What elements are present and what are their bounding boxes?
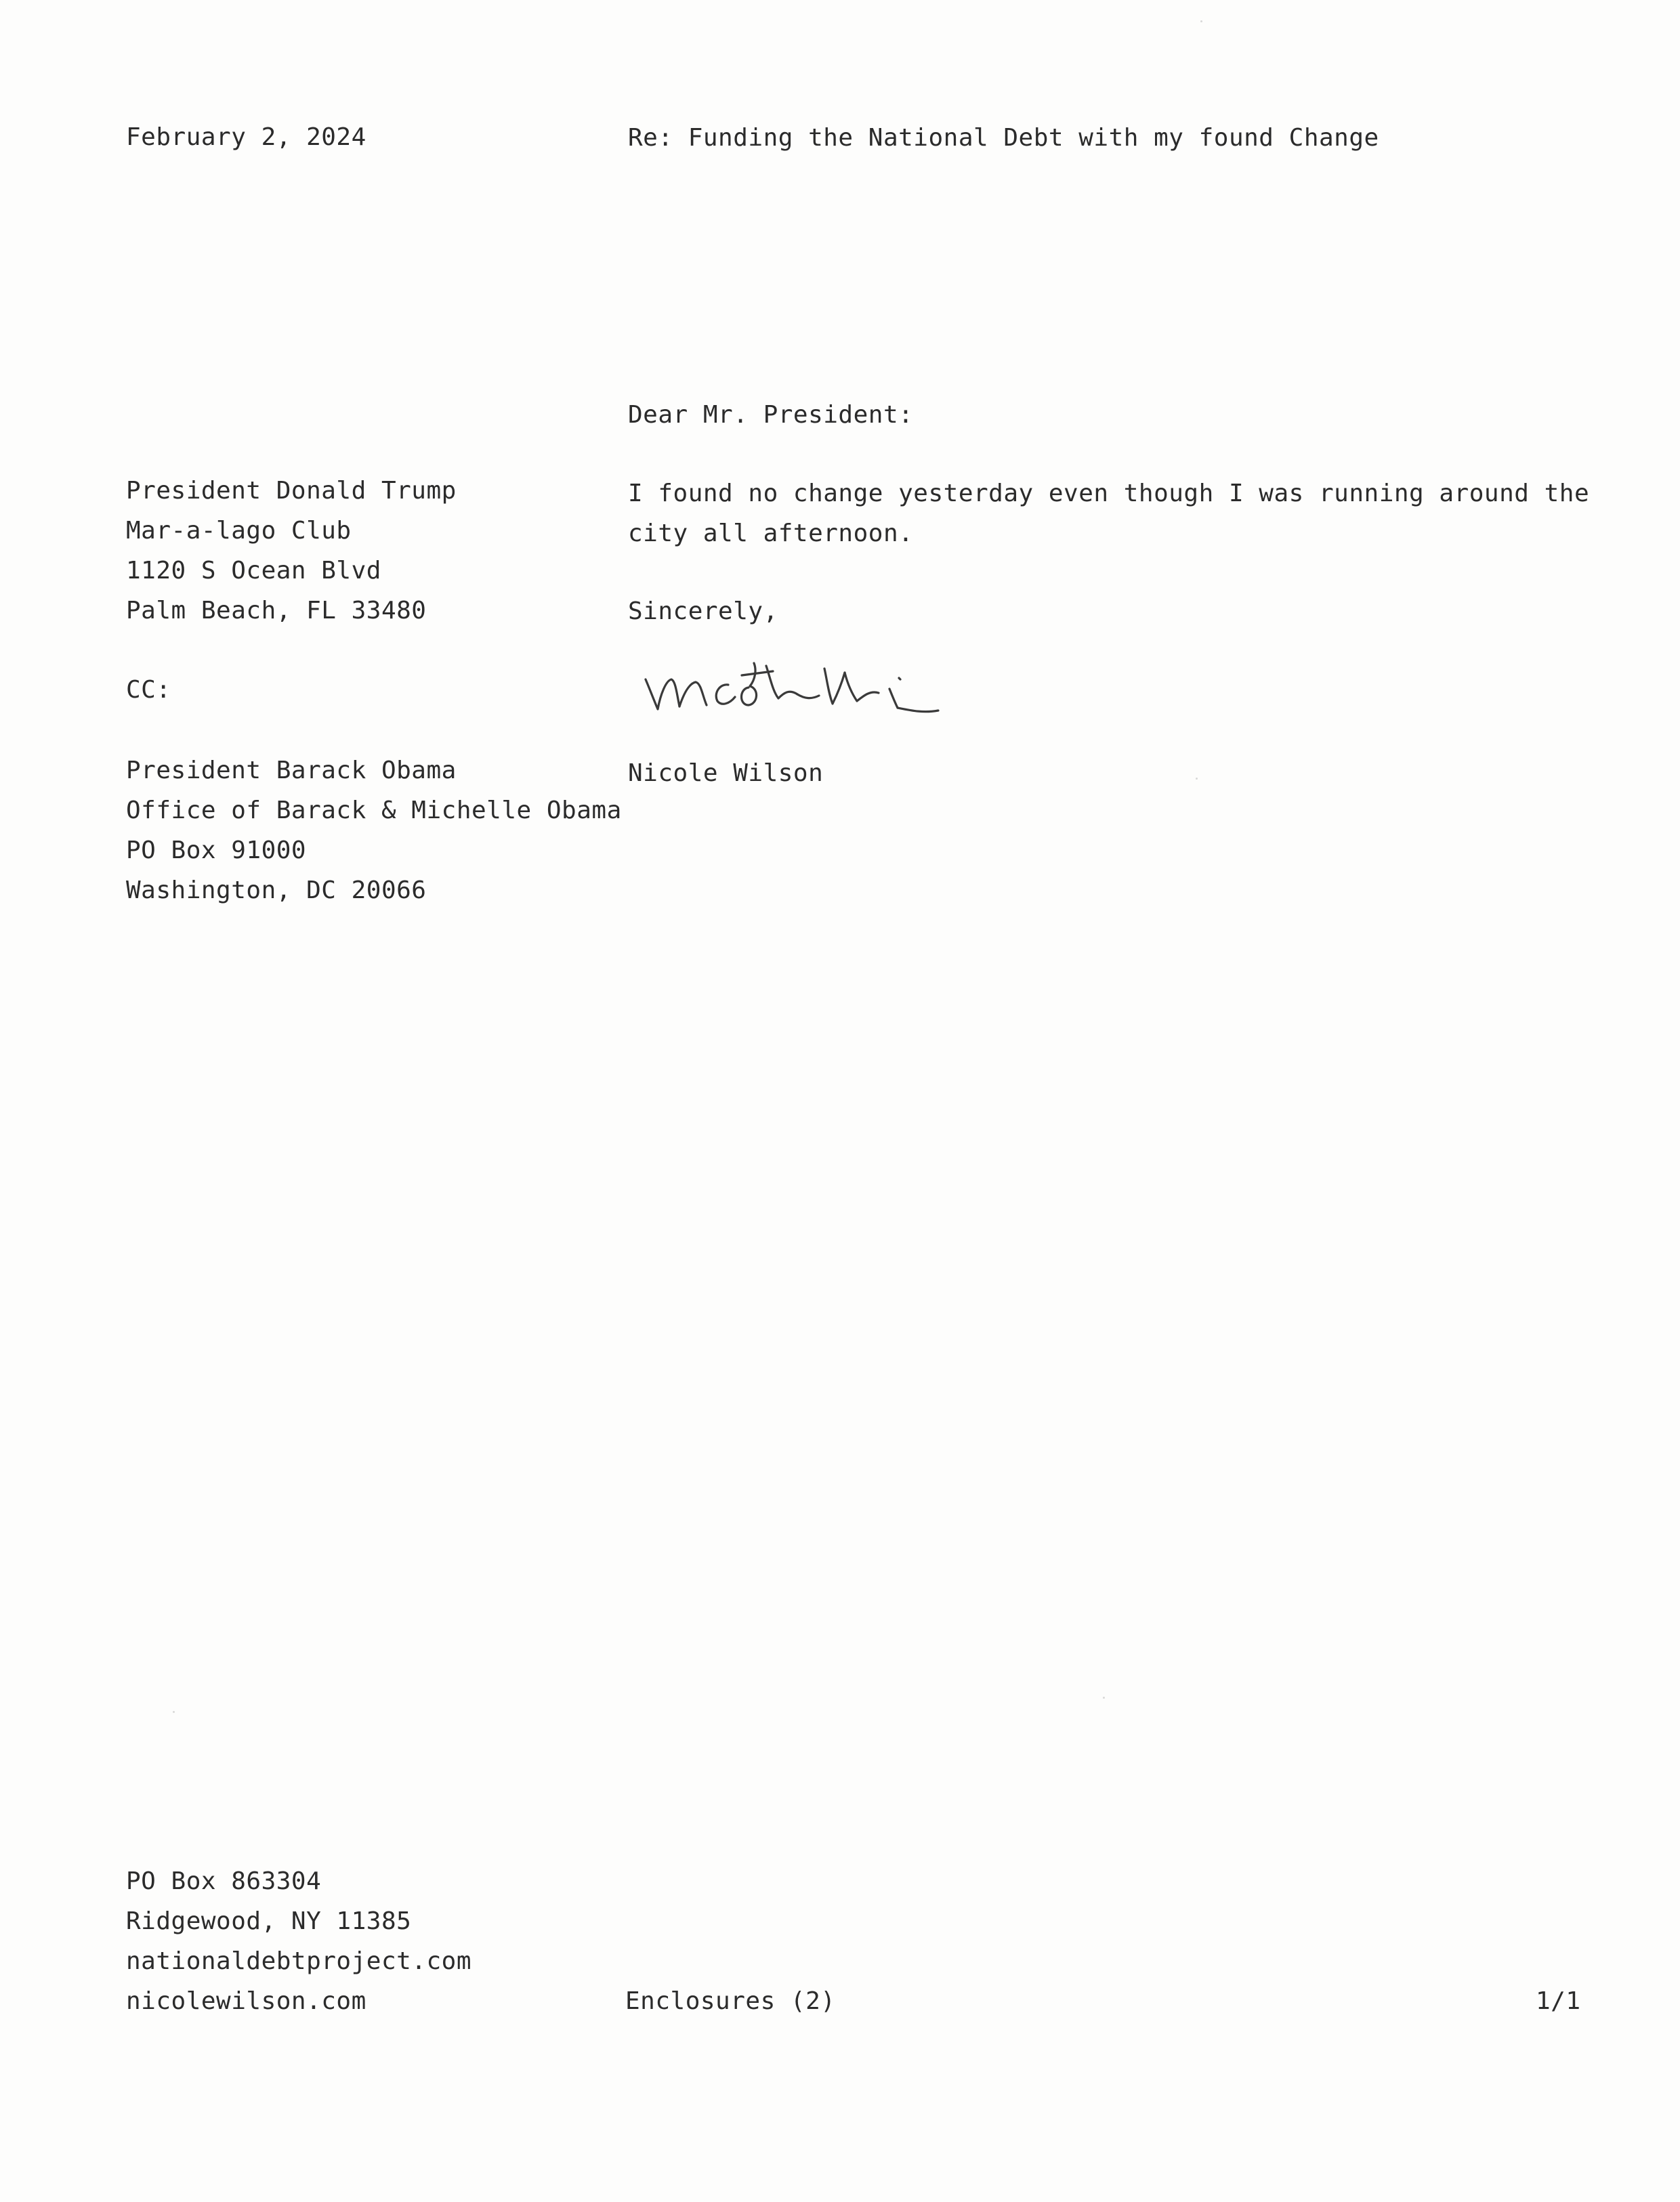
closing: Sincerely, [628,597,778,625]
page-number: 1/1 [1536,1987,1581,2015]
letter-subject: Re: Funding the National Debt with my found Change [628,124,1379,152]
recipient-line: Palm Beach, FL 33480 [126,597,427,624]
cc-address [126,750,622,910]
salutation: Dear Mr. President: [628,401,914,429]
cc-line: PO Box 91000 [126,837,307,864]
sender-website-link[interactable]: nationaldebtproject.com [126,1947,471,1975]
letter-body [628,473,1589,553]
recipient-address [126,471,457,631]
signer-name: Nicole Wilson [628,759,824,787]
scan-speck [1196,778,1198,780]
sender-line: Ridgewood, NY 11385 [126,1907,412,1935]
body-line: city all afternoon. [628,520,914,547]
sender-footer [126,1861,471,2021]
body-line: I found no change yesterday even though I was running around the [628,480,1590,507]
cc-line: Office of Barack & Michelle Obama [126,797,622,824]
letter-date: February 2, 2024 [126,123,366,151]
recipient-line: President Donald Trump [126,477,457,505]
handwritten-signature [640,654,972,725]
enclosures-note: Enclosures (2) [625,1987,836,2015]
sender-line: PO Box 863304 [126,1867,322,1895]
cc-label: CC: [126,676,171,704]
recipient-line: 1120 S Ocean Blvd [126,557,381,585]
scan-speck [173,1711,175,1713]
recipient-line: Mar-a-lago Club [126,517,352,545]
cc-line: President Barack Obama [126,757,457,784]
sender-website-link[interactable]: nicolewilson.com [126,1987,366,2015]
scan-speck [1200,20,1202,22]
cc-line: Washington, DC 20066 [126,876,427,904]
scan-speck [1103,1697,1105,1699]
